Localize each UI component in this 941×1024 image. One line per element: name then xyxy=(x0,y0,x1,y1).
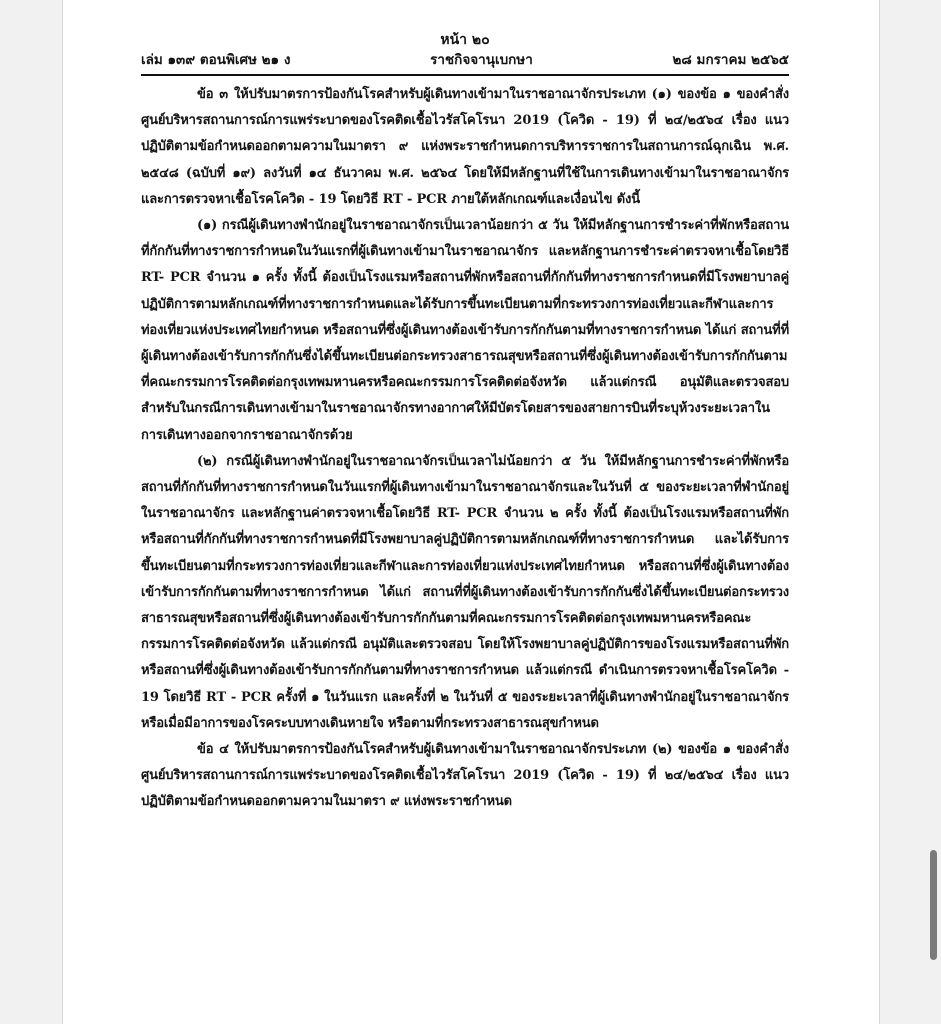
document-content xyxy=(141,30,789,816)
gazette-header xyxy=(141,50,789,76)
paragraph-clause-1: (๑) กรณีผู้เดินทางพำนักอยู่ในราชอาณาจักรเป็นเวลาน้อยกว่า ๕ วัน ให้มีหลักฐานการชำระค่าที่พักหรือสถานที่กักกันที่ทางราชการกำหนดในวันแรกที่ผู้เดินทางเข้ามาในราชอาณาจักร และหลักฐานการชำระค่าตรวจหาเชื้อโดยวิธี RT- PCR จำนวน ๑ ครั้ง ทั้งนี้ ต้องเป็นโรงแรมหรือสถานที่พักหรือสถานที่กักกันที่ทางราชการกำหนดที่มีโรงพยาบาลคู่ปฏิบัติการตามหลักเกณฑ์ที่ทางราชการกำหนดและได้รับการขึ้นทะเบียนตามที่กระทรวงการท่องเที่ยวและกีฬาและการท่องเที่ยวแห่งประเทศไทยกำหนด หรือสถานที่ซึ่งผู้เดินทางต้องเข้ารับการกักกันตามที่ทางราชการกำหนด ได้แก่ สถานที่ที่ผู้เดินทางต้องเข้ารับการกักกันซึ่งได้ขึ้นทะเบียนต่อกระทรวงสาธารณสุขหรือสถานที่ซึ่งผู้เดินทางต้องเข้ารับการกักกันตามที่คณะกรรมการโรคติดต่อกรุงเทพมหานครหรือคณะกรรมการโรคติดต่อจังหวัด แล้วแต่กรณี อนุมัติและตรวจสอบ สำหรับในกรณีการเดินทางเข้ามาในราชอาณาจักรทางอากาศให้มีบัตรโดยสารของสายการบินที่ระบุห้วงระยะเวลาในการเดินทางออกจากราชอาณาจักรด้วย xyxy=(141,218,789,443)
paragraph-clause-2: (๒) กรณีผู้เดินทางพำนักอยู่ในราชอาณาจักรเป็นเวลาไม่น้อยกว่า ๕ วัน ให้มีหลักฐานการชำระค่าที่พักหรือสถานที่กักกันที่ทางราชการกำหนดในวันแรกที่ผู้เดินทางเข้ามาในราชอาณาจักรและในวันที่ ๕ ของระยะเวลาที่พำนักอยู่ในราชอาณาจักร และหลักฐานค่าตรวจหาเชื้อโดยวิธี RT- PCR จำนวน ๒ ครั้ง ทั้งนี้ ต้องเป็นโรงแรมหรือสถานที่พักหรือสถานที่กักกันที่ทางราชการกำหนดที่มีโรงพยาบาลคู่ปฏิบัติการตามหลักเกณฑ์ที่ทางราชการกำหนด และได้รับการขึ้นทะเบียนตามที่กระทรวงการท่องเที่ยวและกีฬาและการท่องเที่ยวแห่งประเทศไทยกำหนด หรือสถานที่ซึ่งผู้เดินทางต้องเข้ารับการกักกันตามที่ทางราชการกำหนด ได้แก่ สถานที่ที่ผู้เดินทางต้องเข้ารับการกักกันซึ่งได้ขึ้นทะเบียนต่อกระทรวงสาธารณสุขหรือสถานที่ซึ่งผู้เดินทางต้องเข้ารับการกักกันตามที่คณะกรรมการโรคติดต่อกรุงเทพมหานครหรือคณะกรรมการโรคติดต่อจังหวัด แล้วแต่กรณี อนุมัติและตรวจสอบ โดยให้โรงพยาบาลคู่ปฏิบัติการของโรงแรมหรือสถานที่พักหรือสถานที่ซึ่งผู้เดินทางต้องเข้ารับการกักกันตามที่ทางราชการกำหนด แล้วแต่กรณี ดำเนินการตรวจหาเชื้อโรคโควิด - 19 โดยวิธี RT - PCR ครั้งที่ ๑ ในวันแรก และครั้งที่ ๒ ในวันที่ ๕ ของระยะเวลาที่ผู้เดินทางพำนักอยู่ในราชอาณาจักร หรือเมื่อมีอาการของโรคระบบทางเดินหายใจ หรือตามที่กระทรวงสาธารณสุขกำหนด xyxy=(141,453,789,731)
body-text xyxy=(141,82,789,816)
paragraph-article-4: ข้อ ๔ ให้ปรับมาตรการป้องกันโรคสำหรับผู้เดินทางเข้ามาในราชอาณาจักรประเภท (๒) ของข้อ ๑ ของคำสั่งศูนย์บริหารสถานการณ์การแพร่ระบาดของโรคติดเชื้อไวรัสโคโรนา 2019 (โควิด - 19) ที่ ๒๔/๒๕๖๔ เรื่อง แนวปฏิบัติตามข้อกำหนดออกตามความในมาตรา ๙ แห่งพระราชกำหนด xyxy=(141,742,789,810)
volume-info: เล่ม ๑๓๙ ตอนพิเศษ ๒๑ ง xyxy=(141,52,291,68)
paragraph-article-3: ข้อ ๓ ให้ปรับมาตรการป้องกันโรคสำหรับผู้เดินทางเข้ามาในราชอาณาจักรประเภท (๑) ของข้อ ๑ ของคำสั่งศูนย์บริหารสถานการณ์การแพร่ระบาดของโรคติดเชื้อไวรัสโคโรนา 2019 (โควิด - 19) ที่ ๒๔/๒๕๖๔ เรื่อง แนวปฏิบัติตามข้อกำหนดออกตามความในมาตรา ๙ แห่งพระราชกำหนดการบริหารราชการในสถานการณ์ฉุกเฉิน พ.ศ. ๒๕๔๘ (ฉบับที่ ๑๙) ลงวันที่ ๑๔ ธันวาคม พ.ศ. ๒๕๖๔ โดยให้มีหลักฐานที่ใช้ในการเดินทางเข้ามาในราชอาณาจักร และการตรวจหาเชื้อโรคโควิด - 19 โดยวิธี RT - PCR ภายใต้หลักเกณฑ์และเงื่อนไข ดังนี้ xyxy=(141,87,789,207)
document-page xyxy=(62,0,880,1024)
publication-date: ๒๘ มกราคม ๒๕๖๕ xyxy=(672,52,789,68)
scrollbar-thumb[interactable] xyxy=(930,850,937,960)
page-number: หน้า ๒๐ xyxy=(440,32,490,48)
vertical-scrollbar[interactable] xyxy=(930,850,937,960)
publication-title: ราชกิจจานุเบกษา xyxy=(430,52,533,68)
